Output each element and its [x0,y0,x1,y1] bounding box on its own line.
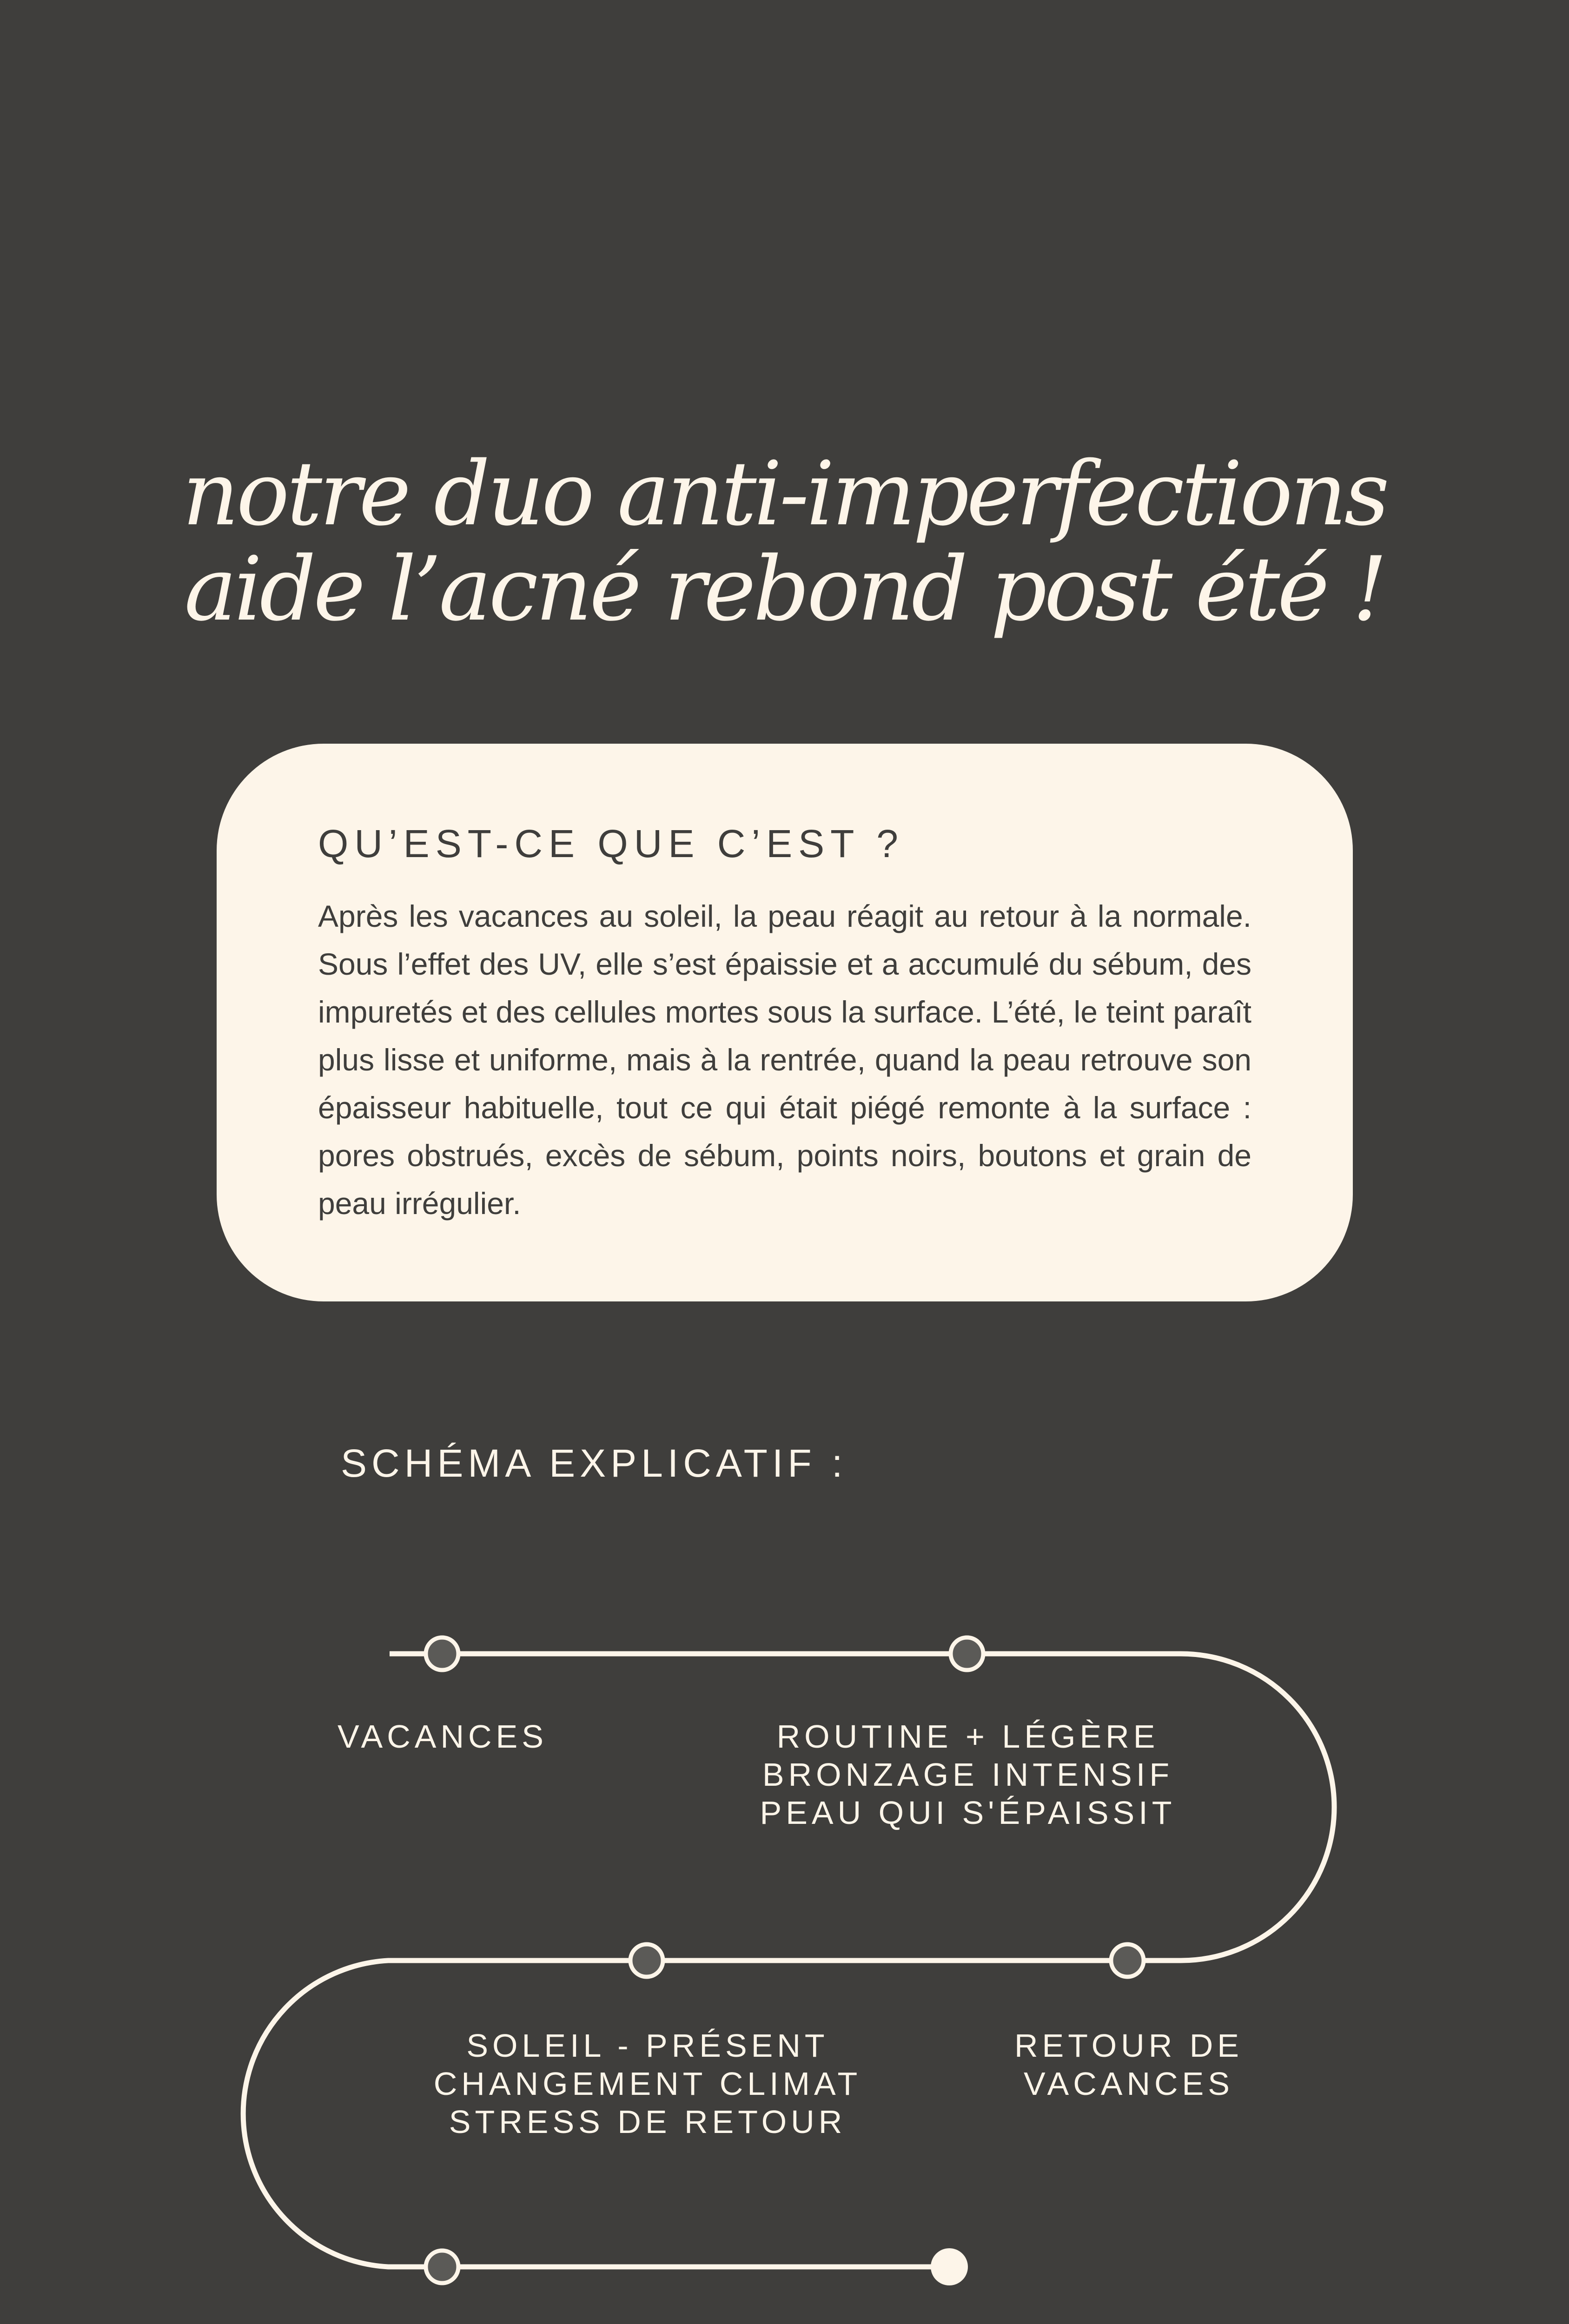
timeline-node-soleil [630,1944,663,1977]
card-body-text: Après les vacances au soleil, la peau réagit au retour à la normale. Sous l’effet des UV, elle s’est épaissie et a accumulé du sébum, des impuretés et des cellules mortes sous la surface. L’été, le teint paraît plus lisse et uniforme, mais à la rentrée, quand la peau retrouve son épaisseur habituelle, tout ce qui était piégé remonte à la surface : pores obstrués, excès de sébum, points noirs, boutons et grain de peau irrégulier. [318,899,1251,1221]
step-label-line: CHANGEMENT CLIMAT [433,2066,862,2102]
timeline-node-impuretes [426,2251,458,2283]
step-label-line: BRONZAGE INTENSIF [762,1756,1174,1793]
timeline-node-vacances [426,1637,458,1670]
step-label-line: VACANCES [338,1718,548,1755]
page-title-line-2: aide l’acné rebond post été ! [184,538,1385,640]
step-label-line: VACANCES [1024,2066,1234,2102]
step-label-line: STRESS DE RETOUR [449,2104,847,2140]
step-label-vacances [187,1717,698,1756]
timeline-node-acne-end [931,2248,968,2285]
schema-title: SCHÉMA EXPLICATIF : [341,1441,847,1485]
step-label-line: ROUTINE + LÉGÈRE [776,1718,1159,1755]
card-heading: QU’EST-CE QUE C’EST ? [318,822,904,865]
step-label-soleil [392,2027,903,2141]
step-label-line: SOLEIL - PRÉSENT [466,2027,829,2064]
step-label-line: PEAU QUI S'ÉPAISSIT [760,1795,1176,1831]
timeline-node-retour [1111,1944,1144,1977]
page-title-line-1: notre duo anti-imperfections [182,442,1387,545]
timeline-node-routine [951,1637,983,1670]
step-label-line: RETOUR DE [1014,2027,1243,2064]
step-label-routine [712,1717,1224,1832]
step-label-retour [873,2027,1384,2103]
